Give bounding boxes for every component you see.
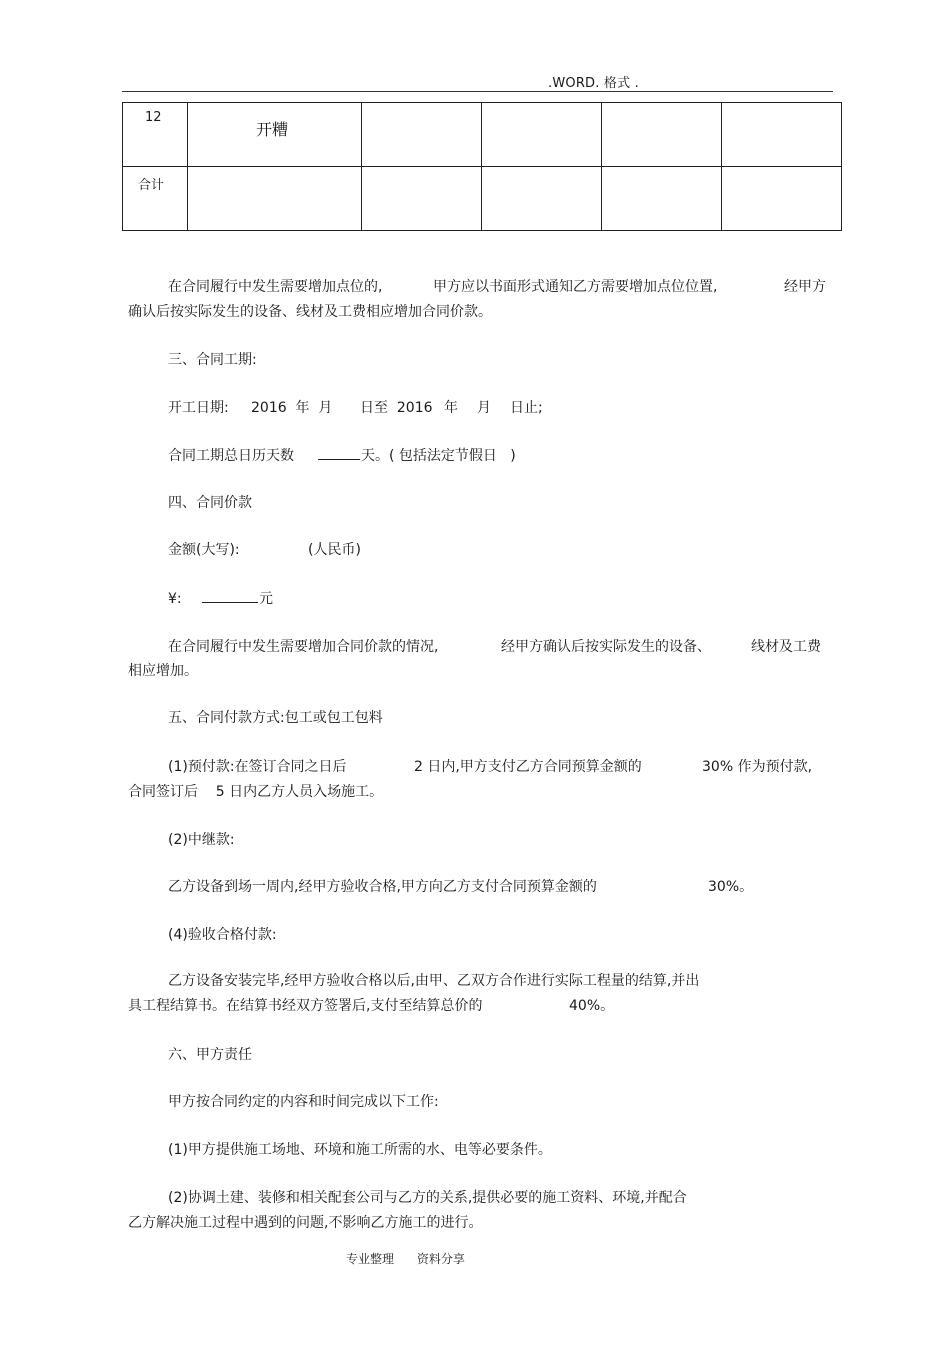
row-number: 12 bbox=[123, 103, 188, 167]
paragraph-text: 确认后按实际发生的设备、线材及工费相应增加合同价款。 bbox=[128, 304, 492, 320]
header-text: .WORD. 格式 . bbox=[548, 76, 639, 91]
table-cell bbox=[362, 167, 482, 231]
table-cell bbox=[362, 103, 482, 167]
payment-item-text: 40%。 bbox=[569, 998, 615, 1014]
payment-item-text: 2 日内,甲方支付乙方合同预算金额的 bbox=[414, 759, 642, 775]
start-date-text: 日止; bbox=[510, 400, 543, 416]
total-days-text: 天。( 包括法定节假日 ) bbox=[361, 448, 516, 464]
section-heading-payment: 五、合同付款方式:包工或包工包料 bbox=[168, 710, 383, 726]
paragraph-text: 经甲方 bbox=[784, 279, 826, 295]
table-cell bbox=[482, 167, 602, 231]
amount-label: 金额(大写): bbox=[168, 542, 240, 558]
payment-item-text: 30% 作为预付款, bbox=[702, 759, 813, 775]
start-date-text: 日至 2016 bbox=[360, 400, 433, 416]
paragraph-text: 线材及工费 bbox=[751, 639, 821, 655]
payment-item-heading: (2)中继款: bbox=[168, 832, 235, 848]
header-rule bbox=[122, 91, 833, 92]
row-item-name bbox=[188, 167, 362, 231]
section-heading-duration: 三、合同工期: bbox=[168, 352, 257, 368]
payment-item-text: 合同签订后 5 日内乙方人员入场施工。 bbox=[128, 784, 384, 800]
start-date-text: 月 bbox=[477, 400, 491, 416]
payment-item-text: 具工程结算书。在结算书经双方签署后,支付至结算总价的 bbox=[128, 998, 483, 1014]
table-row bbox=[123, 167, 842, 231]
paragraph-text: 甲方按合同约定的内容和时间完成以下工作: bbox=[168, 1094, 439, 1110]
table-row bbox=[123, 103, 842, 167]
table-cell bbox=[722, 103, 842, 167]
payment-item-heading: (4)验收合格付款: bbox=[168, 927, 277, 943]
table-cell bbox=[602, 167, 722, 231]
paragraph-text: 相应增加。 bbox=[128, 663, 198, 679]
days-blank bbox=[318, 444, 360, 468]
payment-item-text: 乙方设备安装完毕,经甲方验收合格以后,由甲、乙双方合作进行实际工程量的结算,并出 bbox=[168, 973, 700, 989]
table-cell bbox=[722, 167, 842, 231]
payment-item-text: 乙方设备到场一周内,经甲方验收合格,甲方向乙方支付合同预算金额的 bbox=[168, 879, 597, 895]
table-cell bbox=[482, 103, 602, 167]
table-cell bbox=[602, 103, 722, 167]
total-days-label: 合同工期总日历天数 bbox=[168, 448, 294, 464]
paragraph-text: 经甲方确认后按实际发生的设备、 bbox=[501, 639, 711, 655]
section-heading-party-a: 六、甲方责任 bbox=[168, 1047, 252, 1063]
payment-item-text: 30%。 bbox=[708, 879, 754, 895]
currency-note: (人民币) bbox=[308, 542, 361, 558]
start-date-label: 开工日期: bbox=[168, 400, 229, 416]
duty-item-text: (1)甲方提供施工场地、环境和施工所需的水、电等必要条件。 bbox=[168, 1142, 552, 1158]
payment-item-text: (1)预付款:在签订合同之日后 bbox=[168, 759, 347, 775]
total-label: 合计 bbox=[123, 167, 188, 231]
row-item-name: 开糟 bbox=[188, 103, 362, 167]
yen-blank bbox=[202, 587, 258, 611]
start-date-text: 2016 年 月 bbox=[251, 400, 333, 416]
paragraph-text: 在合同履行中发生需要增加点位的, bbox=[168, 279, 383, 295]
section-heading-price: 四、合同价款 bbox=[168, 495, 252, 511]
yen-unit: 元 bbox=[259, 591, 273, 607]
paragraph-text: 甲方应以书面形式通知乙方需要增加点位位置, bbox=[433, 279, 718, 295]
cost-table bbox=[122, 102, 842, 231]
yen-label: ¥: bbox=[168, 591, 182, 607]
footer-text: 专业整理 资料分享 bbox=[346, 1252, 465, 1266]
start-date-text: 年 bbox=[444, 400, 458, 416]
duty-item-text: (2)协调土建、装修和相关配套公司与乙方的关系,提供必要的施工资料、环境,并配合 bbox=[168, 1190, 687, 1206]
duty-item-text: 乙方解决施工过程中遇到的问题,不影响乙方施工的进行。 bbox=[128, 1215, 483, 1231]
paragraph-text: 在合同履行中发生需要增加合同价款的情况, bbox=[168, 639, 439, 655]
